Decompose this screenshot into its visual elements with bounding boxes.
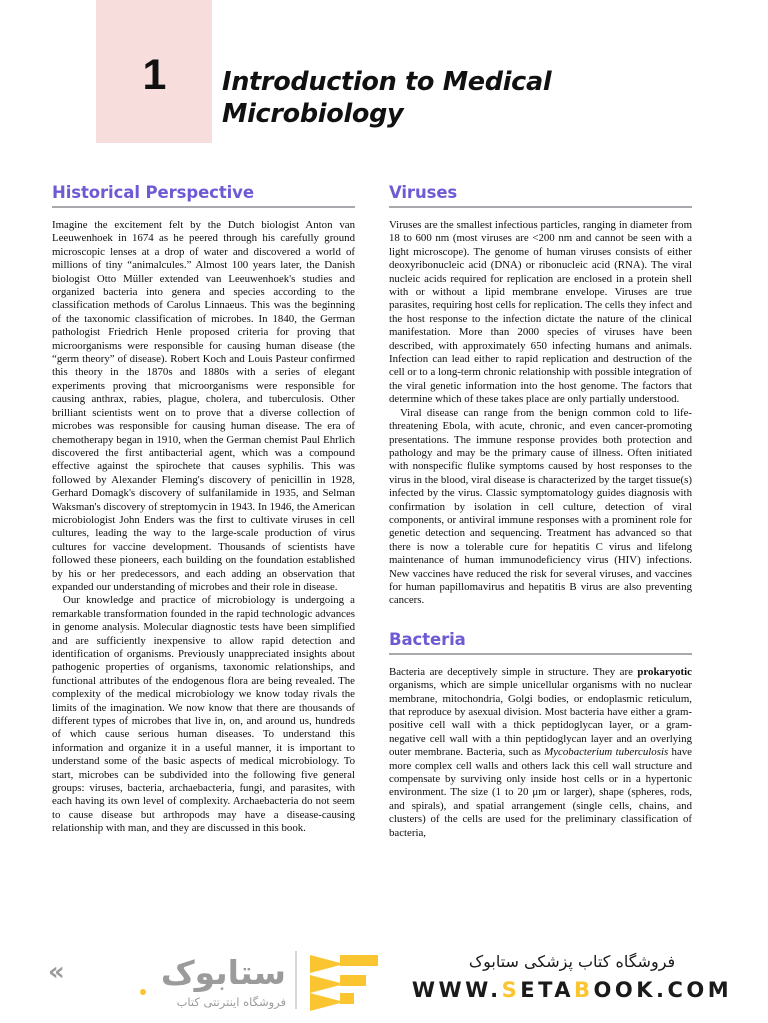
- url-accent-s: S: [501, 978, 521, 1002]
- chapter-title: Introduction to Medical Microbiology: [222, 67, 552, 129]
- setabook-logo[interactable]: [48, 947, 368, 1021]
- text-run: Bacteria are deceptively simple in structure. They are: [389, 665, 638, 678]
- url-accent-b: B: [574, 978, 594, 1002]
- right-column: [389, 183, 692, 840]
- logo-emblem-icon: [310, 953, 382, 1009]
- double-chevron-left-icon: «: [48, 957, 65, 987]
- footer-watermark: [0, 943, 768, 1023]
- section-heading-viruses: Viruses: [389, 183, 458, 202]
- heading-rule: [389, 653, 692, 655]
- paragraph: Imagine the excitement felt by the Dutch biologist Anton van Leeuwenhoek in 1674 as he peered through his carefully ground microscopic lenses at a drop of water and discovered a world of millions of tiny “animalcules.” Almost 100 years later, the Danish biologist Otto Müller extended van Leeuwenhoek's studies and organized bacteria into genera and species according to the classification methods of Carolus Linnaeus. This was the beginning of the taxonomic classification of microbes. In 1840, the German pathologist Friedrich Henle proposed criteria for proving that microorganisms were responsible for causing human disease (the “germ theory” of disease). Robert Koch and Louis Pasteur confirmed this theory in the 1870s and 1880s with a series of elegant experiments proving that microorganisms were responsible for causing anthrax, rabies, plague, cholera, and tuberculosis. Other brilliant scientists went on to prove that a diverse collection of microbes was responsible for causing human disease. The era of chemotherapy began in 1910, when the German chemist Paul Ehrlich discovered the first antibacterial agent, which was a compound effective against the spirochete that causes syphilis. This was followed by Alexander Fleming's discovery of penicillin in 1928, Gerhard Domagk's discovery of sulfanilamide in 1935, and Selman Waksman's discovery of streptomycin in 1943. In 1946, the American microbiologist John Enders was the first to cultivate viruses in cell cultures, leading the way to the large-scale production of virus cultures for vaccine development. Thousands of scientists have followed these pioneers, each building on the foundation established by his or her predecessors, and each adding an observation that expanded our understanding of microbes and their role in disease.: [52, 219, 355, 593]
- article-body: [0, 183, 768, 943]
- left-column: [52, 183, 355, 836]
- footer-tagline: فروشگاه کتاب پزشکی ستابوک: [468, 952, 676, 971]
- chapter-number: 1: [142, 51, 166, 99]
- chapter-number-block: [96, 0, 212, 143]
- footer-site-info: [400, 949, 744, 1005]
- logo-divider: [295, 951, 297, 1009]
- heading-rule: [52, 206, 355, 208]
- logo-wordmark: ستابوک: [160, 953, 286, 992]
- chapter-header: [0, 0, 768, 150]
- url-part: WWW.: [411, 978, 502, 1002]
- term-prokaryotic: prokaryotic: [637, 665, 692, 678]
- logo-subtitle: فروشگاه اینترنتی کتاب: [176, 995, 286, 1009]
- footer-url[interactable]: [400, 975, 744, 1005]
- text-run: organisms, which are simple unicellular organisms with no nuclear membrane, mitochondria, Golgi bodies, or endoplasmic reticulum, that reproduce by asexual division. Most bacteria have either a gram-positive cell wall with a thick peptidoglycan layer, or a gram-negative cell wall with a thin peptidoglycan layer and an overlying outer membrane. Bacteria, such as: [389, 679, 692, 759]
- paragraph: Our knowledge and practice of microbiology is undergoing a remarkable transformation founded in the rapid technologic advances in genome analysis. Molecular diagnostic tests have been simplified and are sufficiently inexpensive to allow rapid detection and identification of organisms. Previously unappreciated insights about pathogenic properties of organisms, taxonomic relationships, and functional attributes of the endogenous flora are being revealed. The complexity of the medical microbiology we know today rivals the limits of the imagination. We now know that there are thousands of different types of microbes that live in, on, and around us, hundreds of which cause serious human diseases. To understand this information and organize it in a useful manner, it is important to understand some of the basic aspects of medical microbiology. To start, microbes can be subdivided into the following five general groups: viruses, bacteria, archaebacteria, fungi, and parasites, with each having its own level of complexity. Archaebacteria do not seem to cause disease but arthropods may have a disease-causing relationship with man, and they are discussed in this book.: [52, 594, 355, 835]
- url-part: OOK.COM: [593, 978, 733, 1002]
- paragraph-bacteria: [389, 666, 692, 840]
- paragraph: Viral disease can range from the benign common cold to life-threatening Ebola, with acute, chronic, and even cancer-promoting presentations. The immune response provides both protection and pathology and may be the primary cause of illness. Often initiated with nonspecific flulike symptoms caused by host responses to the virus in the blood, viral disease is characterized by the target tissue(s) infected by the virus. Classic symptomatology guides diagnosis with confirmation by isolation in cell culture, detection of viral components, or antiviral immune responses with a prominent role for genetic detection and sequencing. Treatment has advanced so that there is now a tolerable cure for hepatitis C virus and lifelong maintenance of human immunodeficiency virus (HIV) infections. New vaccines have reduced the risk for several viruses, and vaccines for human papillomavirus and hepatitis B virus are also preventing cancers.: [389, 406, 692, 607]
- section-heading-bacteria: Bacteria: [389, 629, 466, 649]
- heading-rule: [389, 206, 692, 208]
- section-heading-historical-perspective: Historical Perspective: [52, 183, 254, 202]
- paragraph: Viruses are the smallest infectious particles, ranging in diameter from 18 to 600 nm (most viruses are <200 nm and cannot be seen with a light microscope). The genome of human viruses consists of either deoxyribonucleic acid (DNA) or ribonucleic acid (RNA). The viral nucleic acids required for replication are enclosed in a protein shell with or without a lipid membrane envelope. Viruses are true parasites, requiring host cells for replication. The cells they infect and the host response to the infection dictate the nature of the clinical manifestation. More than 2000 species of viruses have been described, with approximately 650 infecting humans and animals. Infection can lead either to rapid replication and destruction of the cell or to a long-term chronic relationship with possible integration of the viral genetic information into the host genome. The factors that determine which of these takes place are only partially understood.: [389, 219, 692, 406]
- url-part: ETA: [520, 978, 575, 1002]
- species-name: Mycobacterium tuberculosis: [544, 746, 669, 759]
- text-run: have more complex cell walls and others lack this cell wall structure and compensate by surviving only inside host cells or in a hypertonic environment. The size (1 to 20 μm or larger), shape (spheres, rods, and spirals), and spatial arrangement (single cells, chains, and clusters) of the cells are used for the preliminary classification of bacteria,: [389, 746, 692, 839]
